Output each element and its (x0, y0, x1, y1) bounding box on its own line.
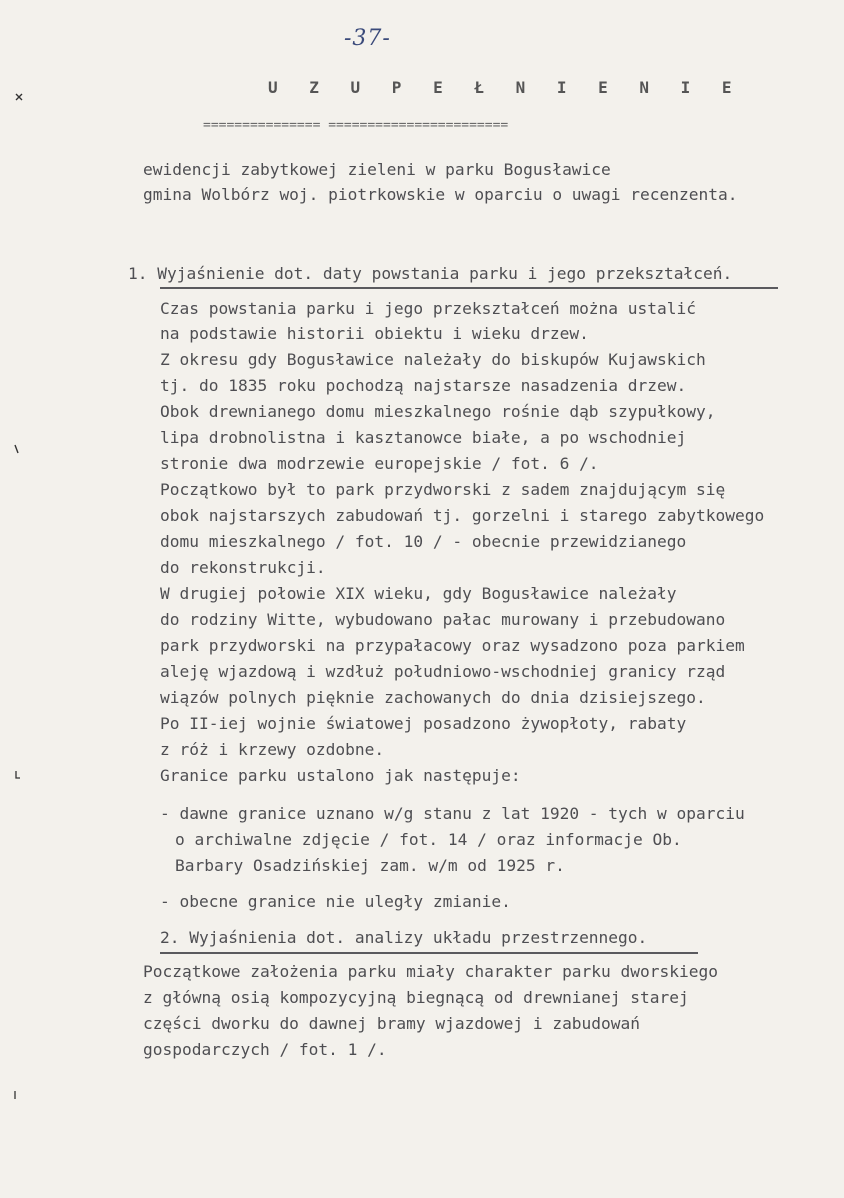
margin-mark (11, 1090, 19, 1100)
section-1-heading: 1. Wyjaśnienie dot. daty powstania parku i jego przekształceń. (128, 264, 733, 283)
body-line: Początkowe założenia parku miały charakter parku dworskiego (143, 962, 718, 981)
page-number: -37- (344, 26, 391, 51)
body-line: do rodziny Witte, wybudowano pałac murowany i przebudowano (160, 610, 726, 629)
body-line: W drugiej połowie XIX wieku, gdy Bogusławice należały (160, 584, 677, 603)
body-line: do rekonstrukcji. (160, 558, 326, 577)
body-line: stronie dwa modrzewie europejskie / fot. 6 /. (160, 454, 599, 473)
section-2-heading-underline (160, 952, 698, 954)
section-1-heading-underline (160, 287, 778, 289)
body-line: lipa drobnolistna i kasztanowce białe, a po wschodniej (160, 428, 687, 447)
body-line: wiązów polnych pięknie zachowanych do dnia dzisiejszego. (160, 688, 706, 707)
body-line: tj. do 1835 roku pochodzą najstarsze nasadzenia drzew. (160, 376, 687, 395)
margin-mark (12, 444, 22, 454)
margin-mark (14, 92, 24, 102)
bullet-line: - obecne granice nie uległy zmianie. (160, 892, 511, 911)
document-title: U Z U P E Ł N I E N I E (268, 78, 743, 97)
body-line: Granice parku ustalono jak następuje: (160, 766, 521, 785)
section-2-heading: 2. Wyjaśnienia dot. analizy układu przestrzennego. (160, 928, 648, 947)
body-line: Czas powstania parku i jego przekształceń można ustalić (160, 299, 697, 318)
body-line: Po II-iej wojnie światowej posadzono żywopłoty, rabaty (160, 714, 687, 733)
body-line: obok najstarszych zabudowań tj. gorzelni i starego zabytkowego (160, 506, 765, 525)
body-line: domu mieszkalnego / fot. 10 / - obecnie przewidzianego (160, 532, 687, 551)
intro-line: ewidencji zabytkowej zieleni w parku Bogusławice (143, 160, 611, 179)
body-line: Obok drewnianego domu mieszkalnego rośnie dąb szypułkowy, (160, 402, 716, 421)
bullet-line: Barbary Osadzińskiej zam. w/m od 1925 r. (175, 856, 565, 875)
title-underline: =============== ======================= (203, 119, 509, 132)
margin-mark (12, 770, 22, 780)
body-line: gospodarczych / fot. 1 /. (143, 1040, 387, 1059)
body-line: Początkowo był to park przydworski z sadem znajdującym się (160, 480, 726, 499)
bullet-line: - dawne granice uznano w/g stanu z lat 1920 - tych w oparciu (160, 804, 745, 823)
body-line: Z okresu gdy Bogusławice należały do biskupów Kujawskich (160, 350, 706, 369)
body-line: części dworku do dawnej bramy wjazdowej i zabudowań (143, 1014, 641, 1033)
body-line: na podstawie historii obiektu i wieku drzew. (160, 324, 589, 343)
body-line: z główną osią kompozycyjną biegnącą od drewnianej starej (143, 988, 689, 1007)
intro-line: gmina Wolbórz woj. piotrkowskie w oparciu o uwagi recenzenta. (143, 185, 738, 204)
body-line: aleję wjazdową i wzdłuż południowo-wschodniej granicy rząd (160, 662, 726, 681)
body-line: z róż i krzewy ozdobne. (160, 740, 385, 759)
bullet-line: o archiwalne zdjęcie / fot. 14 / oraz informacje Ob. (175, 830, 682, 849)
body-line: park przydworski na przypałacowy oraz wysadzono poza parkiem (160, 636, 745, 655)
